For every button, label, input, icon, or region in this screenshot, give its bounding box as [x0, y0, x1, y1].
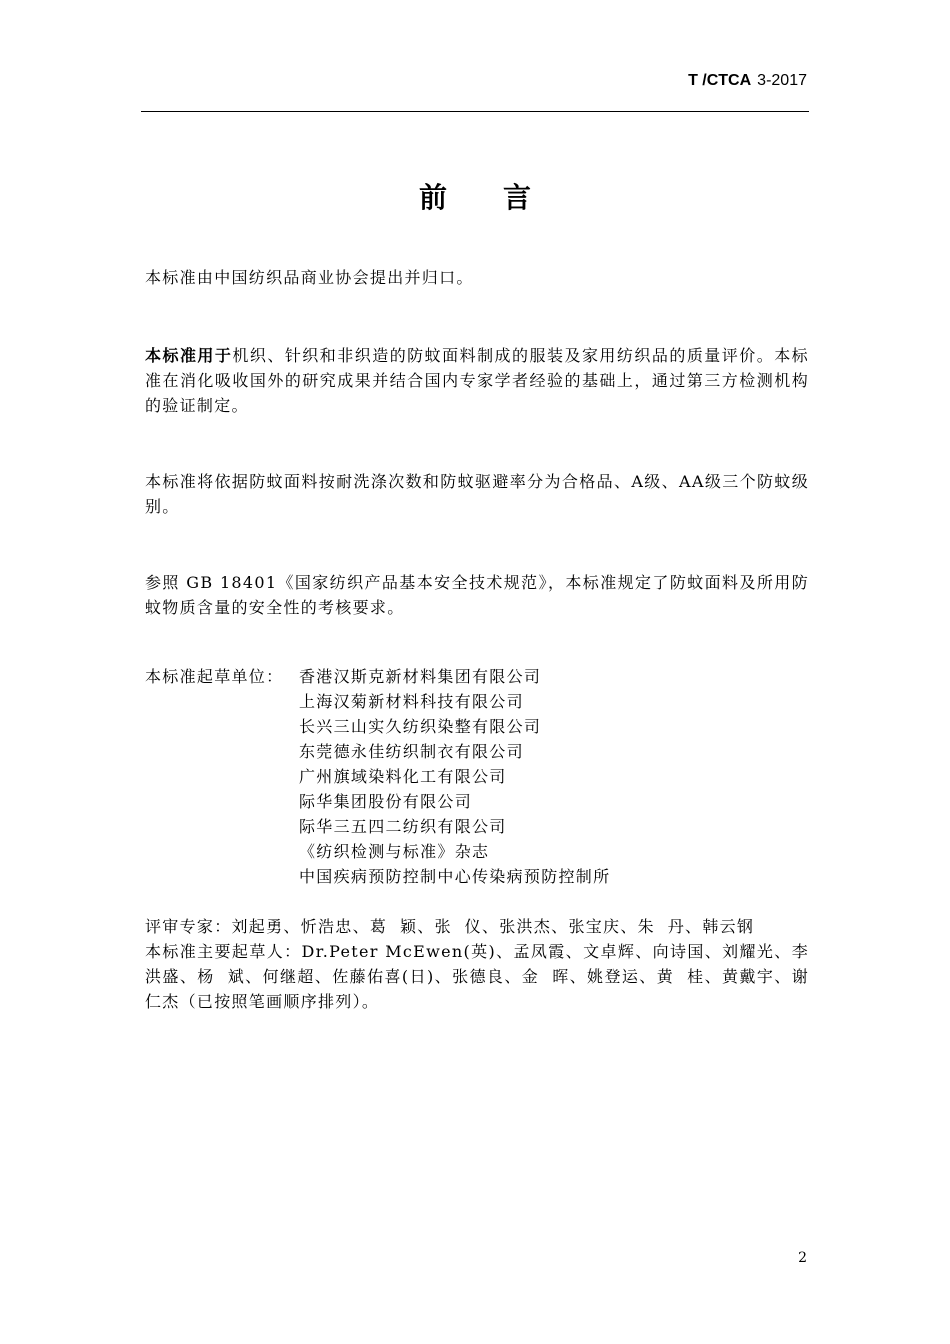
- drafting-unit-item: 广州旗域染料化工有限公司: [299, 767, 507, 786]
- drafting-units-list: [299, 664, 610, 889]
- drafting-unit-item: 《纺织检测与标准》杂志: [299, 842, 490, 861]
- standard-code-prefix: T /CTCA: [688, 72, 752, 89]
- standard-code-number: 3-2017: [757, 72, 807, 89]
- drafters-text: 本标准主要起草人：Dr.Peter McEwen(英)、孟凤霞、文卓辉、向诗国、刘耀光、李洪盛、杨 斌、何继超、佐藤佑喜(日)、张德良、金 晖、姚登运、黄 桂、黄戴宇、谢仁杰（已按照笔画顺序排列）。: [145, 942, 809, 1011]
- reviewers-line: 评审专家：刘起勇、忻浩忠、葛 颖、张 仪、张洪杰、张宝庆、朱 丹、韩云钢: [145, 917, 755, 936]
- drafting-unit-item: 上海汉菊新材料科技有限公司: [299, 692, 524, 711]
- drafting-unit-item: 际华三五四二纺织有限公司: [299, 817, 507, 836]
- drafting-units-label: 本标准起草单位：: [145, 667, 284, 686]
- drafting-unit-item: 东莞德永佳纺织制衣有限公司: [299, 742, 524, 761]
- drafting-unit-item: 长兴三山实久纺织染整有限公司: [299, 717, 542, 736]
- proposer-paragraph: 本标准由中国纺织品商业协会提出并归口。: [145, 268, 474, 287]
- drafting-unit-item: 中国疾病预防控制中心传染病预防控制所: [299, 867, 611, 886]
- scope-lead: 本标准用于: [145, 346, 233, 365]
- header-divider: [141, 111, 809, 112]
- scope-text: 机织、针织和非织造的防蚊面料制成的服装及家用纺织品的质量评价。本标准在消化吸收国外的研究成果并结合国内专家学者经验的基础上，通过第三方检测机构的验证制定。: [145, 346, 809, 415]
- standard-code: [688, 72, 807, 90]
- page-title: 前言: [418, 181, 587, 214]
- grades-paragraph: 本标准将依据防蚊面料按耐洗涤次数和防蚊驱避率分为合格品、A级、AA级三个防蚊级别。: [145, 472, 809, 516]
- page-number: 2: [798, 1250, 807, 1266]
- drafting-unit-item: 香港汉斯克新材料集团有限公司: [299, 667, 542, 686]
- reference-paragraph: 参照 GB 18401《国家纺织产品基本安全技术规范》，本标准规定了防蚊面料及所用防蚊物质含量的安全性的考核要求。: [145, 573, 809, 617]
- scope-paragraph: [145, 343, 809, 418]
- experts-paragraph: [145, 914, 809, 1014]
- drafting-unit-item: 际华集团股份有限公司: [299, 792, 473, 811]
